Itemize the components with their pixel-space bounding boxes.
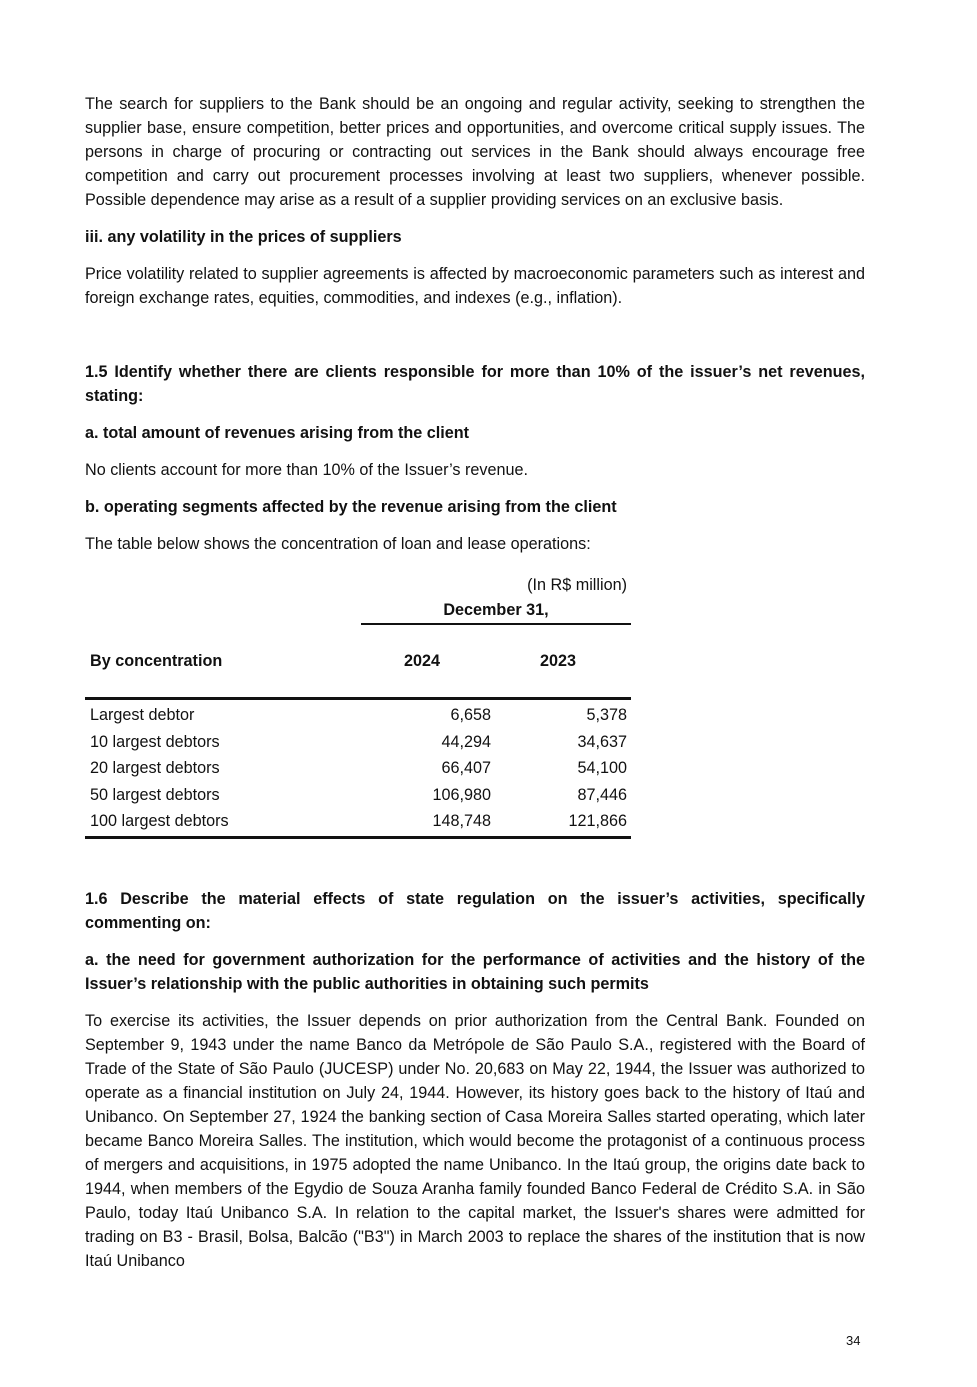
header-by-concentration: By concentration bbox=[90, 651, 223, 670]
heading-section-1-6: 1.6 Describe the material effects of state regulation on the issuer’s activities, specifically commenting on: bbox=[85, 889, 865, 932]
row-label: 100 largest debtors bbox=[90, 812, 229, 830]
row-label: 20 largest debtors bbox=[90, 759, 220, 777]
row-label: 10 largest debtors bbox=[90, 732, 220, 751]
paragraph-no-clients: No clients account for more than 10% of the Issuer’s revenue. bbox=[85, 461, 528, 479]
table-row bbox=[85, 702, 631, 729]
heading-section-1-5: 1.5 Identify whether there are clients responsible for more than 10% of the issuer’s net revenues, stating: bbox=[85, 363, 865, 405]
table-unit-label: (In R$ million) bbox=[527, 576, 627, 594]
table-row bbox=[85, 755, 631, 782]
heading-1-5-a: a. total amount of revenues arising from the client bbox=[85, 424, 470, 442]
paragraph-table-intro: The table below shows the concentration of loan and lease operations: bbox=[85, 535, 591, 553]
heading-price-volatility: iii. any volatility in the prices of suppliers bbox=[85, 228, 402, 246]
heading-1-6-a: a. the need for government authorization for the performance of activities and the history of the Issuer’s relationship with the public authorities in obtaining such permits bbox=[85, 950, 865, 993]
table-row bbox=[85, 782, 631, 809]
value-2023: 54,100 bbox=[577, 759, 627, 777]
value-2024: 66,407 bbox=[441, 759, 491, 777]
document-page bbox=[85, 92, 865, 1273]
concentration-table bbox=[85, 573, 631, 839]
paragraph-authorization-history: To exercise its activities, the Issuer depends on prior authorization from the Central Bank. Founded on September 9, 1943 under the name Banco da Metrópole de São Paulo S.A., registered with the Board of Trade of the State of São Paulo (JUCESP) under No. 20,683 on May 22, 1944, the Issuer was authorized to operate as a financial institution on July 24, 1944. However, its history goes back to the history of Itaú and Unibanco. On September 27, 1924 the banking section of Casa Moreira Salles started operating, which later became Banco Moreira Salles. The institution, which would become the protagonist of a continuous process of mergers and acquisitions, in 1975 adopted the name Unibanco. In the Itaú group, the origins date back to 1944, when members of the Egydio de Souza Aranha family founded Banco Federal de Crédito S.A. in São Paulo, today Itaú Unibanco S.A. In relation to the capital market, the Issuer's shares were admitted for trading on B3 - Brasil, Bolsa, Balcão ("B3") in March 2003 to replace the shares of the institution that is now Itaú Unibanco bbox=[85, 1011, 865, 1270]
page-number: 34 bbox=[846, 1333, 861, 1348]
value-2024: 44,294 bbox=[441, 732, 491, 751]
value-2024: 6,658 bbox=[450, 706, 491, 724]
table-row bbox=[85, 808, 631, 835]
row-label: 50 largest debtors bbox=[90, 785, 220, 804]
table-row bbox=[85, 729, 631, 756]
header-2024: 2024 bbox=[404, 651, 441, 670]
value-2023: 121,866 bbox=[568, 812, 627, 830]
value-2023: 5,378 bbox=[586, 706, 627, 724]
table-body bbox=[85, 700, 631, 839]
table-period-header: December 31, bbox=[361, 597, 631, 625]
header-2023: 2023 bbox=[540, 651, 577, 670]
paragraph-price-volatility: Price volatility related to supplier agreements is affected by macroeconomic parameters such as interest and foreign exchange rates, equities, commodities, and indexes (e.g., inflation). bbox=[85, 265, 865, 307]
value-2023: 34,637 bbox=[577, 732, 627, 751]
paragraph-supplier-search: The search for suppliers to the Bank should be an ongoing and regular activity, seeking to strengthen the supplier base, ensure competition, better prices and opportunities, and overcome critical supply issues. The persons in charge of procuring or contracting out services in the Bank should always encourage free competition and carry out procurement processes involving at least two suppliers, whenever possible. Possible dependence may arise as a result of a supplier providing services on an exclusive basis. bbox=[85, 95, 865, 209]
heading-1-5-b: b. operating segments affected by the revenue arising from the client bbox=[85, 498, 617, 516]
value-2024: 106,980 bbox=[432, 785, 491, 804]
value-2023: 87,446 bbox=[577, 785, 627, 804]
table-column-headers bbox=[85, 625, 631, 700]
row-label: Largest debtor bbox=[90, 706, 195, 724]
value-2024: 148,748 bbox=[432, 812, 491, 830]
